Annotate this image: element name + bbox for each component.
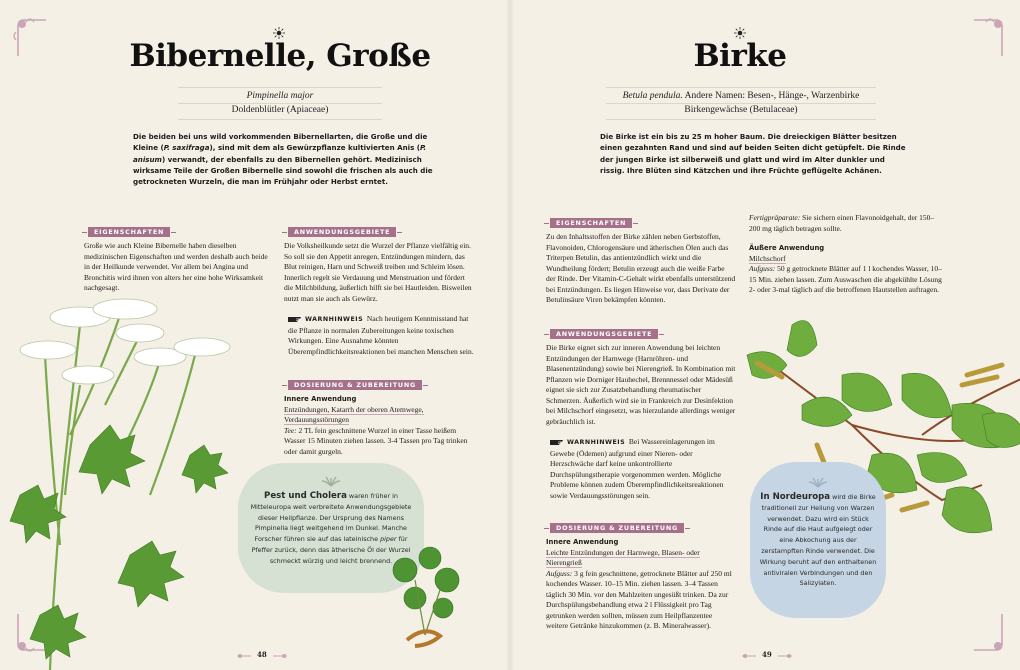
section-label: DOSIERUNG & ZUBEREITUNG bbox=[550, 523, 684, 533]
other-names: Andere Namen: Besen-, Hänge-, Warzenbirke bbox=[682, 91, 860, 101]
page-title: Birke bbox=[693, 38, 787, 74]
page-number: 49 bbox=[742, 650, 792, 659]
prep-text: 3 g fein geschnittene, getrocknete Blätter auf 250 ml kochendes Wasser. 10–15 Min. ziehen lassen. 3–4 Tassen täglich 30 Min. vor den Mahlzeiten ungesüßt trinken. Da zur Durchspülungsbehandlung etwa 2 l Flüssigkeit pro Tag getrunken werden sollten, müssen zum Heilpflanzentee weitere Getränke hinzukommen (z. B. Mineralwasser). bbox=[546, 568, 732, 630]
section-dosierung bbox=[284, 372, 474, 457]
page-ornament-icon bbox=[742, 652, 756, 658]
prep-label: Aufguss: bbox=[749, 264, 776, 273]
section-text: Zu den Inhaltsstoffen der Birke zählen neben Gerbstoffen, Flavonoiden, Chlorogensäure und ätherischen Ölen auch das Triterpen Betulin, das antientzündlich wirkt und die Wundheilung fördert; Betulin erzeugt auch die weiße Farbe der Rinde. Der Vitamin-C-Gehalt wirkt ebenfalls unterstützend bei Entzündungen. Es liegen Hinweise vor, dass Derivate der Betulinsäure Viren bekämpfen könnten. bbox=[546, 232, 736, 304]
intro-paragraph: Die Birke ist ein bis zu 25 m hoher Baum. Die dreieckigen Blätter besitzen einen gezahnten Rand und sind auf beiden Seiten dicht getüpfelt. Die Rinde der jungen Birke ist silberweiß und glatt und wird im Alter dunkler und rissig. Ihre Blüten sind Kätzchen und ihre Früchte geflügelte Achänen. bbox=[600, 132, 906, 175]
plant-subheading bbox=[606, 87, 876, 120]
prep-label: Tee: bbox=[284, 425, 297, 435]
sun-ornament-icon bbox=[273, 24, 285, 36]
application-subtitle: Innere Anwendung bbox=[284, 395, 357, 403]
indication-text: Milchschorf bbox=[749, 253, 786, 263]
section-label: ANWENDUNGSGEBIETE bbox=[550, 329, 658, 339]
application-subtitle: Äußere Anwendung bbox=[749, 244, 825, 252]
warning-text: Nach heutigem Kenntnisstand hat die Pflanze in normalen Zubereitungen keine toxischen Wirkungen. Eine Ausnahme könnten Überempfindlichkeitsreaktionen bei manchen Menschen sein. bbox=[288, 314, 474, 356]
prep-label: Aufguss: bbox=[546, 568, 573, 578]
section-anwendungsgebiete bbox=[284, 219, 474, 304]
section-eigenschaften bbox=[84, 219, 274, 294]
latin-name: Pimpinella major bbox=[246, 91, 314, 101]
fertig-text: Sie sichern einen Flavonoidgehalt, der 150–200 mg täglich betragen sollte. bbox=[749, 213, 935, 233]
page-ornament-icon bbox=[237, 652, 251, 658]
corner-flourish-icon bbox=[974, 612, 1014, 662]
section-dosierung bbox=[546, 515, 736, 632]
right-page bbox=[510, 0, 1020, 670]
info-box-lead: In Nordeuropa bbox=[760, 492, 831, 502]
application-subtitle: Innere Anwendung bbox=[546, 538, 619, 546]
plant-family: Birkengewächse (Betulaceae) bbox=[606, 103, 876, 117]
warning-label: WARNHINWEIS bbox=[567, 439, 626, 446]
page-title: Bibernelle, Große bbox=[129, 38, 431, 74]
section-label: EIGENSCHAFTEN bbox=[88, 227, 170, 237]
plant-family: Doldenblütler (Apiaceae) bbox=[178, 103, 382, 117]
info-box-nordeuropa: In Nordeuropa wird die Birke traditionell zur Heilung von Warzen verwendet. Dazu wird ein Stück Rinde auf die Haut aufgelegt oder eine Abkochung aus der zerstampften Rinde verwendet. Die Wirkung beruht auf den enthaltenen antiviralen Verbindungen und den Salizylaten. bbox=[750, 462, 886, 618]
plant-subheading bbox=[178, 87, 382, 120]
indication-text: Entzündungen, Katarrh der oberen Atemwege, Verdauungsstörungen bbox=[284, 404, 424, 424]
section-label: EIGENSCHAFTEN bbox=[550, 218, 632, 228]
corner-flourish-icon bbox=[6, 8, 46, 58]
section-anwendungsgebiete bbox=[546, 321, 736, 427]
pimpinella-root-illustration bbox=[385, 540, 465, 650]
section-text: Die Volksheilkunde setzt die Wurzel der Pflanze vielfältig ein. So soll sie den Appetit anregen, Entzündungen mindern, das Blut reinigen, Harn und Schweiß treiben und Schleim lösen. Innerlich regelt sie Verdauung und Menstruation und fördert die Milchbildung, äußerlich hilft sie bei Hautleiden. Bisweilen nutzt man sie auch als Gewürz. bbox=[284, 241, 472, 303]
latin-name: Betula pendula. bbox=[622, 91, 683, 101]
pointing-hand-icon bbox=[550, 439, 564, 446]
section-fertigpraeparate bbox=[749, 213, 945, 296]
prep-text: 2 TL fein geschnittene Wurzel in einer Tasse heißem Wasser 15 Minuten ziehen lassen. 3-4 Tassen pro Tag trinken oder damit gurgeln. bbox=[284, 425, 468, 456]
section-text: Große wie auch Kleine Bibernelle haben dieselben medizinischen Eigenschaften und werden deshalb auch beide in der Heilkunde verwendet. Vor allem bei Angina und Bronchitis wird ihnen von alters her eine hohe Wirksamkeit nachgesagt. bbox=[84, 241, 268, 292]
warning-text: Bei Wassereinlagerungen im Gewebe (Ödemen) aufgrund einer Nieren- oder Herzschwäche darf keine unkontrollierte Durchspülungstherapie vorgenommen werden. Mögliche Probleme können zudem Überempfindlichkeitsreaktionen sowie Verdauungsstörungen sein. bbox=[550, 437, 724, 500]
warning-note bbox=[550, 437, 736, 501]
corner-flourish-icon bbox=[974, 8, 1014, 58]
leaf-ornament-icon bbox=[320, 475, 342, 487]
sun-ornament-icon bbox=[734, 24, 746, 36]
info-box-lead: Pest und Cholera bbox=[264, 491, 347, 501]
pointing-hand-icon bbox=[288, 316, 302, 323]
section-eigenschaften bbox=[546, 210, 736, 306]
info-box-pest-cholera: Pest und Cholera waren früher in Mitteleuropa weit verbreitete Anwendungsgebiete dieser Heilpflanze. Der Ursprung des Namens Pimpinella liegt weitgehend im Dunkel. Manche Forscher führen sie auf das lateinische piper für Pfeffer zurück, denn das ätherische Öl der Wurzel schmeckt würzig und leicht brennend. bbox=[238, 463, 424, 593]
page-number: 48 bbox=[237, 650, 287, 659]
page-ornament-icon bbox=[778, 652, 792, 658]
fertig-label: Fertigpräparate: bbox=[749, 213, 801, 222]
warning-note bbox=[288, 314, 474, 357]
section-label: ANWENDUNGSGEBIETE bbox=[288, 227, 396, 237]
section-label: DOSIERUNG & ZUBEREITUNG bbox=[288, 380, 422, 390]
indication-text: Leichte Entzündungen der Harnwege, Blasen- oder Nierengrieß bbox=[546, 547, 700, 567]
leaf-ornament-icon bbox=[807, 476, 829, 488]
warning-label: WARNHINWEIS bbox=[305, 316, 364, 323]
intro-paragraph: Die beiden bei uns wild vorkommenden Bibernellarten, die Große und die Kleine (P. saxifraga), sind mit dem als Gewürzpflanze kultivierten Anis (P. anisum) verwandt, der ebenfalls zu den Bibernellen gehört. Medizinisch wirksame Teile der Großen Bibernelle sind sowohl die frischen als auch die getrockneten Wurzeln, die man im Frühjahr oder Herbst erntet. bbox=[133, 132, 433, 187]
pimpinella-plant-illustration bbox=[10, 295, 250, 670]
prep-text: 50 g getrocknete Blätter auf 1 l kochendes Wasser, 10–15 Min. ziehen lassen. Zum Auswaschen die abgekühlte Lösung 2- oder 3-mal täglich auf die betroffenen Hautstellen auftragen. bbox=[749, 264, 942, 294]
section-text: Die Birke eignet sich zur inneren Anwendung bei leichten Entzündungen der Harnwege (Harnröhren- und Blasenentzündung) sowie bei Nierengrieß. In Kombination mit Pflanzen wie Dorniger Hauhechel, Brennnessel oder Mädesüß eignet sie sich zur Zusatzbehandlung rheumatischer Schmerzen. Äußerlich wird sie in Frankreich zur Desinfektion bei Milchschorf eingesetzt, was hierzulande allerdings weniger gebräuchlich ist. bbox=[546, 343, 736, 426]
page-ornament-icon bbox=[273, 652, 287, 658]
